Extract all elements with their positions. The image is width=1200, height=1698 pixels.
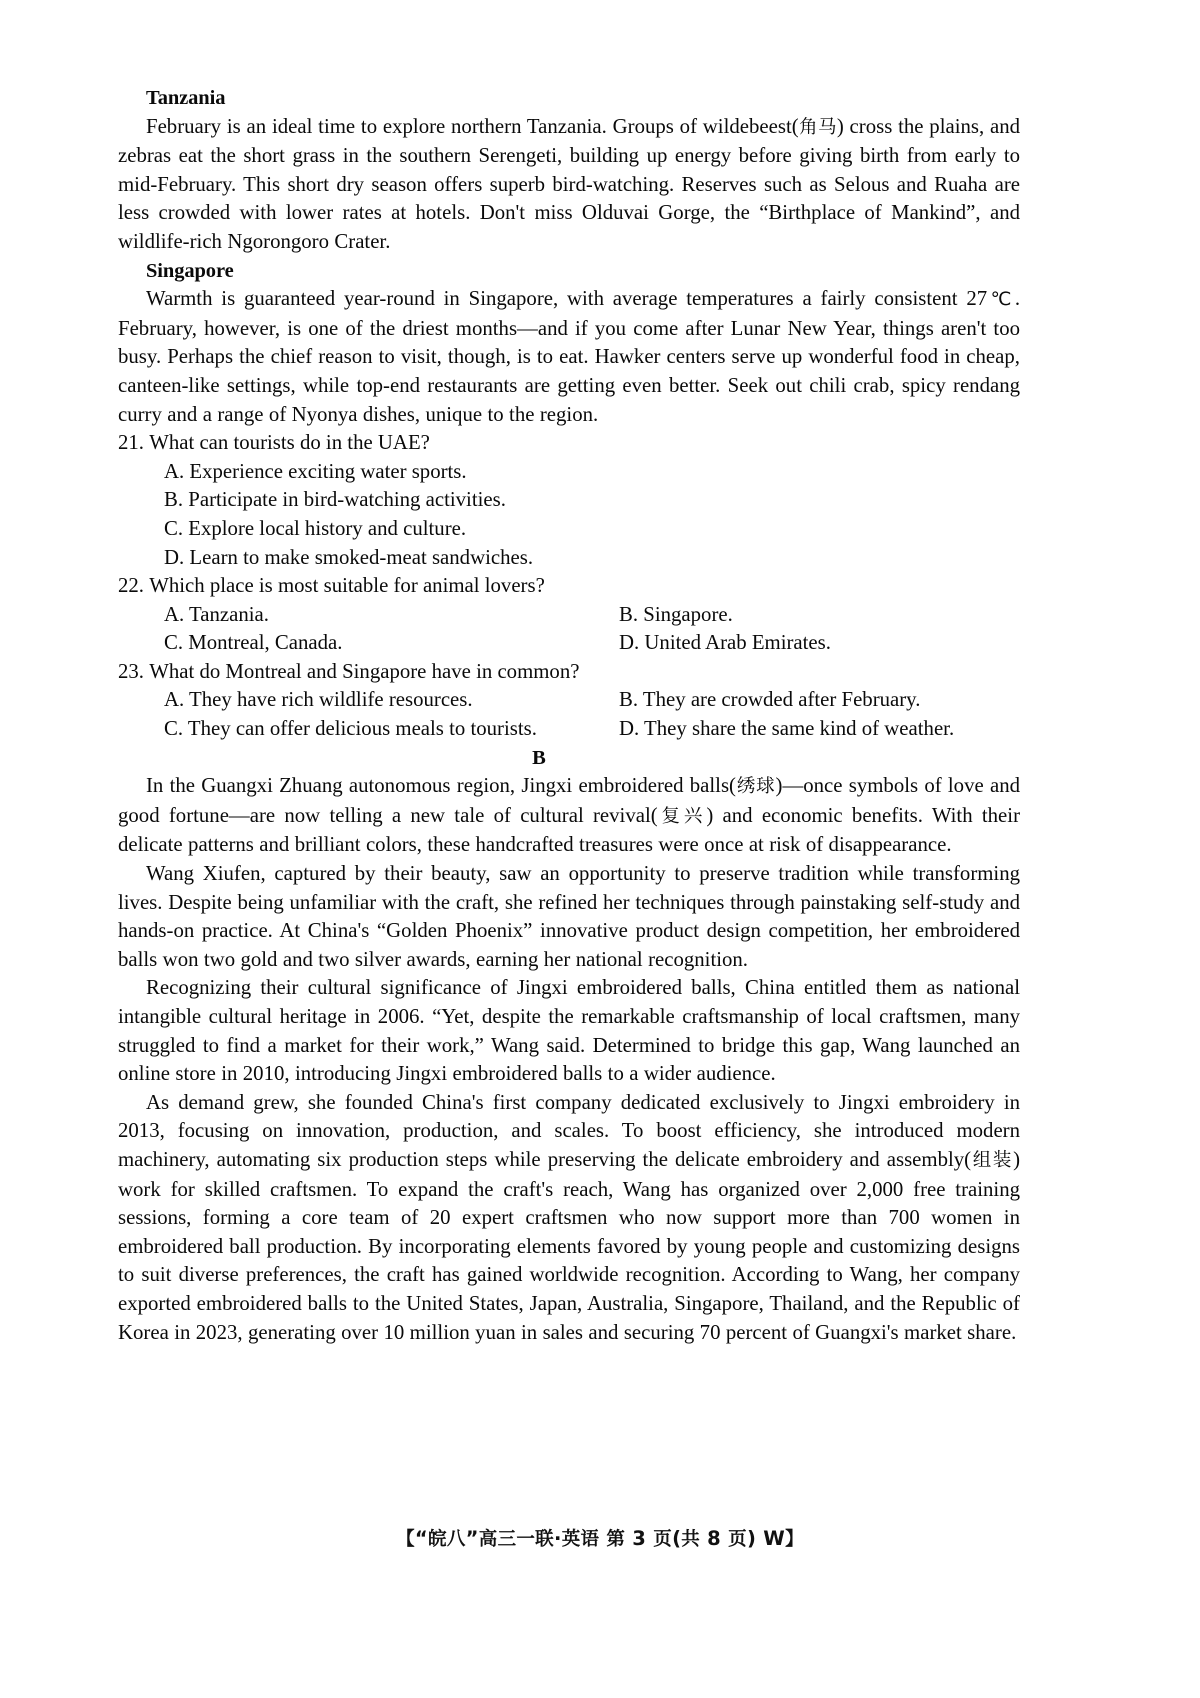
question-23-option-a[interactable]: A. They have rich wildlife resources. [164, 688, 473, 712]
question-23-options [118, 686, 1020, 743]
question-23-options-row-1 [164, 686, 1020, 715]
cjk-gloss: 组装 [971, 1149, 1014, 1171]
cjk-gloss: ℃ [987, 289, 1015, 311]
passage-b-paragraph-1: In the Guangxi Zhuang autonomous region, Jingxi embroidered balls(绣球)—once symbols of love and good fortune—are now telling a new tale of cultural revival(复兴) and economic benefits. With their delicate patterns and brilliant colors, these handcrafted treasures were once at risk of disappearance. [118, 774, 1020, 857]
question-21-option-d[interactable]: D. Learn to make smoked-meat sandwiches. [164, 545, 534, 569]
question-23-text: What do Montreal and Singapore have in common? [149, 659, 580, 683]
question-22-option-a[interactable]: A. Tanzania. [164, 602, 269, 626]
passage-b-paragraph-2: Wang Xiufen, captured by their beauty, saw an opportunity to preserve tradition while transforming lives. Despite being unfamiliar with the craft, she refined her techniques through painstaking self-study and hands-on practice. At China's “Golden Phoenix” innovative product design competition, her embroidered balls won two gold and two silver awards, earning her national recognition. [118, 862, 1020, 971]
passage-section-tanzania [118, 84, 1020, 257]
page-footer [0, 1527, 1200, 1552]
cjk-gloss: 共 [681, 1529, 701, 1550]
question-23-option-c[interactable]: C. They can offer delicious meals to tourists. [164, 717, 537, 741]
passage-section-singapore [118, 257, 1020, 430]
cjk-gloss: 第 [606, 1529, 626, 1550]
question-21-option-b[interactable]: B. Participate in bird-watching activities. [164, 488, 506, 512]
question-21-option-c[interactable]: C. Explore local history and culture. [164, 516, 467, 540]
page-body [118, 84, 1020, 1347]
cjk-gloss: 【 [396, 1529, 415, 1550]
question-23-option-d[interactable]: D. They share the same kind of weather. [619, 717, 955, 741]
question-23-stem [118, 658, 1020, 687]
question-22 [118, 572, 1020, 658]
question-22-options-row-1 [164, 601, 1020, 630]
cjk-gloss: 页 [653, 1529, 673, 1550]
question-22-option-d[interactable]: D. United Arab Emirates. [619, 631, 831, 655]
question-23-option-b[interactable]: B. They are crowded after February. [619, 688, 921, 712]
cjk-gloss: 皖八 [428, 1529, 466, 1550]
cjk-gloss: 英语 [561, 1529, 600, 1550]
section-paragraph-tanzania: February is an ideal time to explore northern Tanzania. Groups of wildebeest(角马) cross the plains, and zebras eat the short grass in the southern Serengeti, building up energy before giving birth from early to mid-February. This short dry season offers superb bird-watching. Reserves such as Selous and Ruaha are less crowded with lower rates at hotels. Don't miss Olduvai Gorge, the “Birthplace of Mankind”, and wildlife-rich Ngorongoro Crater. [118, 114, 1020, 253]
question-21-text: What can tourists do in the UAE? [149, 431, 430, 455]
question-21-number: 21. [118, 431, 144, 455]
cjk-gloss: 】 [785, 1529, 804, 1550]
section-paragraph-singapore: Warmth is guaranteed year-round in Singapore, with average temperatures a fairly consistent 27℃. February, however, is one of the driest months—and if you come after Lunar New Year, things aren't too busy. Perhaps the chief reason to visit, though, is to eat. Hawker centers serve up wonderful food in cheap, canteen-like settings, while top-end restaurants are getting even better. Seek out chili crab, spicy rendang curry and a range of Nyonya dishes, unique to the region. [118, 287, 1021, 426]
question-22-stem [118, 572, 1020, 601]
question-23 [118, 658, 1020, 744]
question-22-options [118, 601, 1020, 658]
section-heading-tanzania: Tanzania [146, 87, 226, 109]
passage-b-paragraph-3: Recognizing their cultural significance of Jingxi embroidered balls, China entitled them as national intangible cultural heritage in 2006. “Yet, despite the remarkable craftsmanship of local craftsmen, many struggled to find a market for their work,” Wang said. Determined to bridge this gap, Wang launched an online store in 2010, introducing Jingxi embroidered balls to a wider audience. [118, 976, 1020, 1086]
question-22-options-row-2 [164, 629, 1020, 658]
passage-b-paragraph-4: As demand grew, she founded China's first company dedicated exclusively to Jingxi embroidery in 2013, focusing on innovation, production, and scales. To boost efficiency, she introduced modern machinery, automating six production steps while preserving the delicate embroidery and assembly(组装) work for skilled craftsmen. To expand the craft's reach, Wang has organized over 2,000 free training sessions, forming a core team of 20 expert craftsmen who now support more than 700 women in embroidered ball production. By incorporating elements favored by young people and customizing designs to suit diverse preferences, the craft has gained worldwide recognition. According to Wang, her company exported embroidered balls to the United States, Japan, Australia, Singapore, Thailand, and the Republic of Korea in 2023, generating over 10 million yuan in sales and securing 70 percent of Guangxi's market share. [118, 1090, 1020, 1344]
cjk-gloss: 复兴 [657, 805, 707, 827]
question-22-option-c[interactable]: C. Montreal, Canada. [164, 631, 343, 655]
question-21-stem [118, 429, 1020, 458]
cjk-gloss: 角马 [798, 116, 837, 138]
question-22-number: 22. [118, 574, 144, 598]
question-23-number: 23. [118, 659, 144, 683]
section-heading-singapore: Singapore [146, 259, 234, 282]
cjk-gloss: 页 [728, 1529, 747, 1550]
question-22-option-b[interactable]: B. Singapore. [619, 602, 733, 626]
passage-b-section-letter: B [532, 746, 546, 769]
question-22-text: Which place is most suitable for animal lovers? [149, 574, 545, 598]
footer-text: 【“皖八”高三一联·英语 第 3 页(共 8 页) W】 [396, 1527, 804, 1550]
question-21-options [118, 458, 1020, 572]
cjk-gloss: 绣球 [735, 776, 776, 798]
cjk-gloss: 高三一联 [478, 1529, 554, 1550]
question-23-options-row-2 [164, 715, 1020, 744]
question-21 [118, 429, 1020, 572]
question-21-option-a[interactable]: A. Experience exciting water sports. [164, 459, 467, 483]
